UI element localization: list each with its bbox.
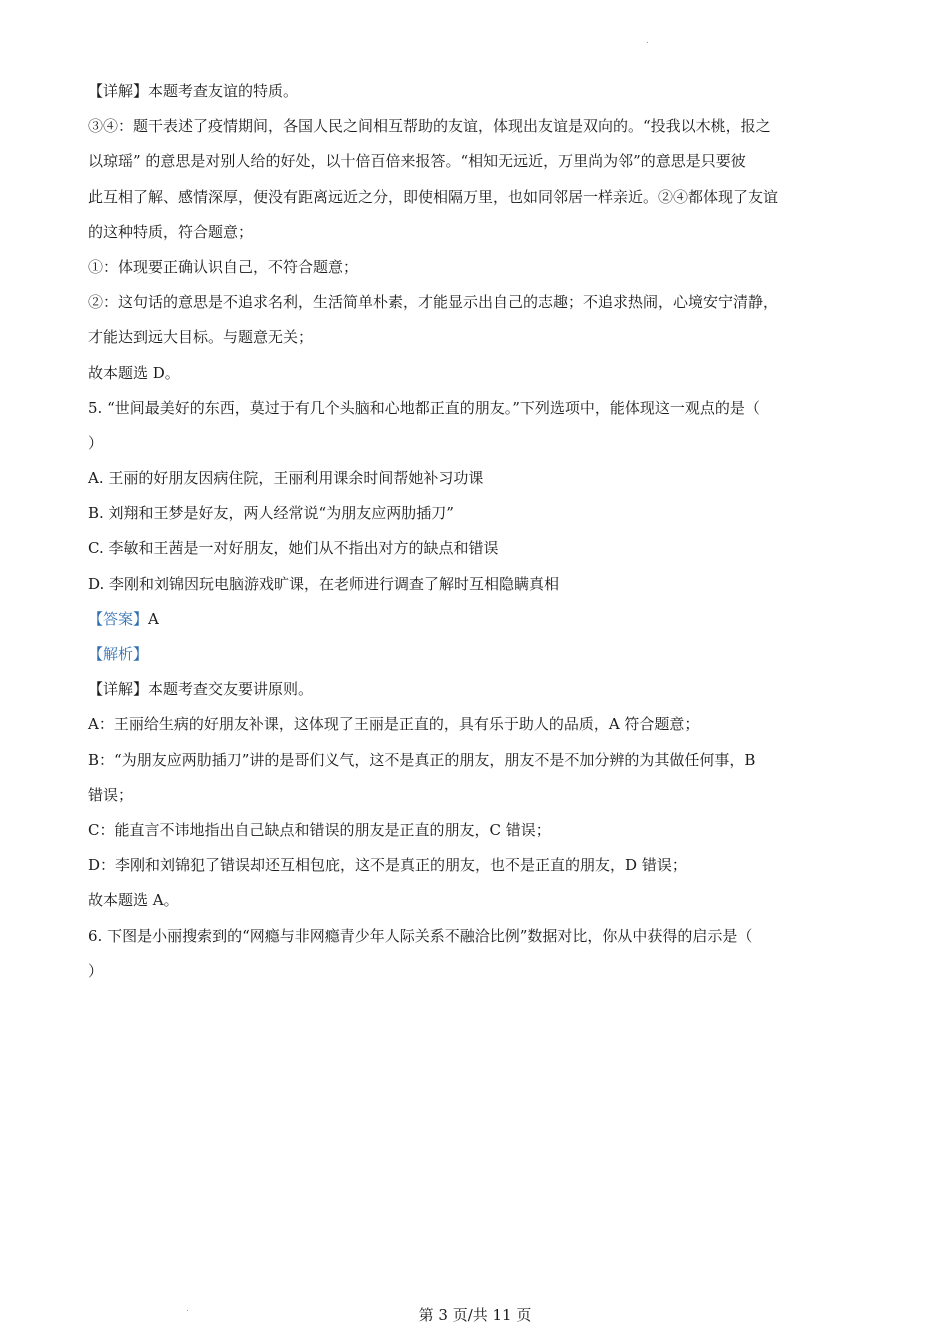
- question-5-stem: 5. “世间最美好的东西，莫过于有几个头脑和心地都正直的朋友。”下列选项中，能体现这一观点的是（: [88, 398, 760, 417]
- option-a: A. 王丽的好朋友因病住院，王丽利用课余时间帮她补习功课: [88, 469, 484, 488]
- text-line: 此互相了解、感情深厚，便没有距离远近之分，即使相隔万里，也如同邻居一样亲近。②④都体现了友谊: [88, 187, 779, 206]
- question-5-stem-end: ）: [88, 433, 104, 452]
- answer-value: A: [148, 609, 159, 628]
- text-line: 【详解】本题考查友谊的特质。: [88, 82, 299, 100]
- text-line: 错误；: [88, 785, 134, 804]
- question-6-stem-end: ）: [88, 961, 104, 980]
- text-line: 故本题选 D。: [88, 363, 180, 382]
- scan-mark-bottom: .: [186, 1304, 189, 1314]
- page-footer: 第 3 页/共 11 页: [418, 1306, 532, 1324]
- text-line: A：王丽给生病的好朋友补课，这体现了王丽是正直的，具有乐于助人的品质，A 符合题意；: [88, 715, 700, 734]
- text-line: ①：体现要正确认识自己，不符合题意；: [88, 257, 359, 276]
- document-body: [88, 74, 862, 989]
- text-line: 的这种特质，符合题意；: [88, 222, 254, 241]
- text-line: ③④：题干表述了疫情期间，各国人民之间相互帮助的友谊，体现出友谊是双向的。“投我以木桃，报之: [88, 117, 771, 136]
- scan-mark-top: .: [646, 36, 649, 46]
- text-line: 故本题选 A。: [88, 891, 179, 910]
- text-line: 【详解】本题考查交友要讲原则。: [88, 680, 314, 699]
- answer-tag: 【答案】: [88, 609, 149, 628]
- text-line: 以琼瑶” 的意思是对别人给的好处，以十倍百倍来报答。“相知无远近，万里尚为邻”的意思是只要彼: [88, 152, 746, 171]
- analysis-tag: 【解析】: [88, 645, 149, 663]
- option-d: D. 李刚和刘锦因玩电脑游戏旷课，在老师进行调查了解时互相隐瞒真相: [88, 574, 560, 593]
- option-c: C. 李敏和王茜是一对好朋友，她们从不指出对方的缺点和错误: [88, 539, 499, 558]
- answer-line: [88, 602, 862, 637]
- question-6-stem: 6. 下图是小丽搜索到的“网瘾与非网瘾青少年人际关系不融洽比例”数据对比，你从中获得的启示是（: [88, 926, 753, 945]
- text-line: 才能达到远大目标。与题意无关；: [88, 328, 314, 347]
- text-line: B：“为朋友应两肋插刀”讲的是哥们义气，这不是真正的朋友，朋友不是不加分辨的为其做任何事，B: [88, 750, 756, 769]
- text-line: ②：这句话的意思是不追求名利，生活简单朴素，才能显示出自己的志趣；不追求热闹，心境安宁清静，: [88, 293, 779, 312]
- text-line: C：能直言不讳地指出自己缺点和错误的朋友是正直的朋友，C 错误；: [88, 820, 551, 839]
- option-b: B. 刘翔和王梦是好友，两人经常说“为朋友应两肋插刀”: [88, 504, 454, 523]
- text-line: D：李刚和刘锦犯了错误却还互相包庇，这不是真正的朋友，也不是正直的朋友，D 错误；: [88, 856, 687, 875]
